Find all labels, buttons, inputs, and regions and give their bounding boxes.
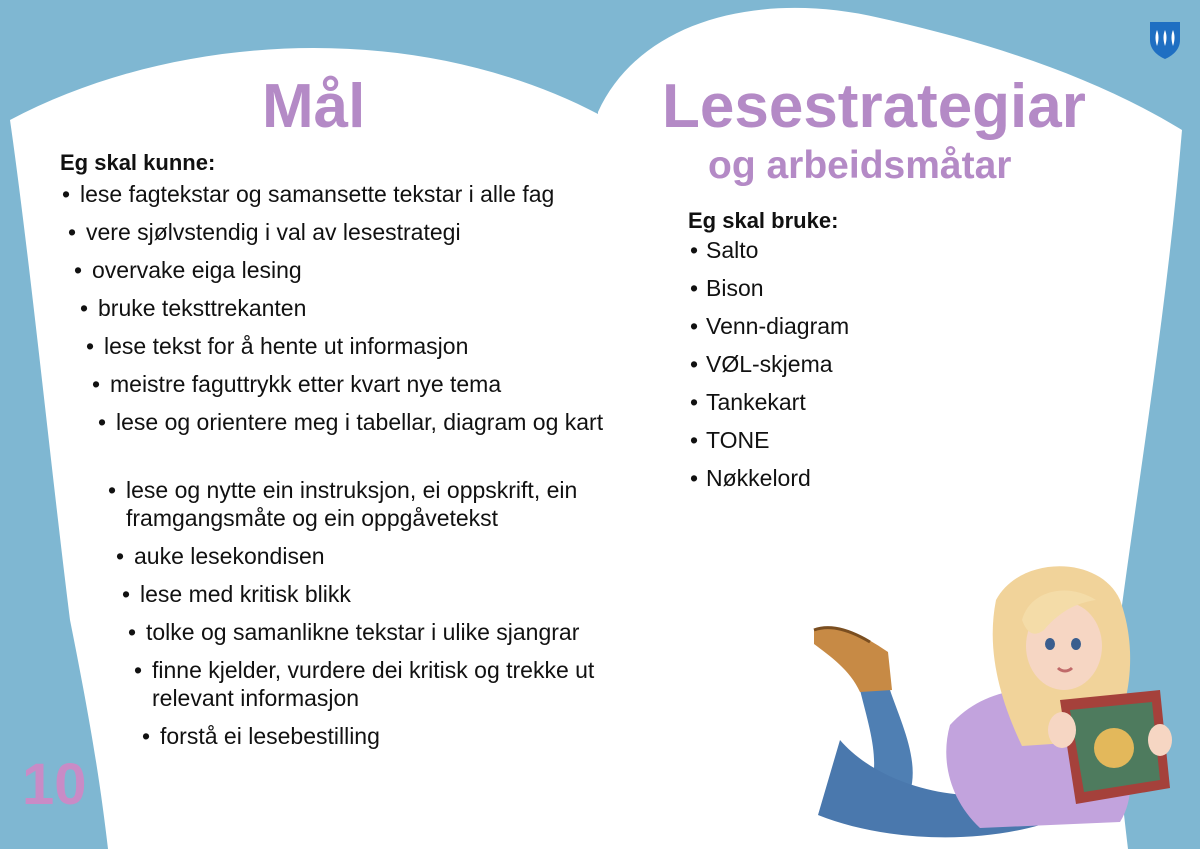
strategy-item: • VØL-skjema [688,350,833,378]
goal-item: • lese og nytte ein instruksjon, ei oppskrift, ein framgangsmåte og ein oppgåvetekst [106,476,651,532]
goal-item: • overvake eiga lesing [72,256,632,284]
goal-item: • lese fagtekstar og samansette tekstar i alle fag [60,180,620,208]
goal-item: • finne kjelder, vurdere dei kritisk og trekke ut relevant informasjon [132,656,667,712]
right-page-title: Lesestrategiar [662,72,1086,141]
strategy-item: • Venn-diagram [688,312,849,340]
strategy-item: • Tankekart [688,388,806,416]
strategies-heading: Eg skal bruke: [688,208,839,233]
goals-heading: Eg skal kunne: [60,150,216,175]
strategy-item: • Salto [688,236,758,264]
goal-item: • vere sjølvstendig i val av lesestrategi [66,218,626,246]
goal-item: • bruke teksttrekanten [78,294,638,322]
goal-item: • auke lesekondisen [114,542,674,570]
goal-item: • lese med kritisk blikk [120,580,680,608]
goal-item: • lese tekst for å hente ut informasjon [84,332,644,360]
goal-item: • tolke og samanlikne tekstar i ulike sjangrar [126,618,686,646]
goal-item: • lese og orientere meg i tabellar, diagram og kart [96,408,641,436]
left-page-title: Mål [262,72,366,141]
strategy-item: • TONE [688,426,769,454]
girl-reading-book-illustration [800,560,1190,849]
strategy-item: • Bison [688,274,764,302]
page-number: 10 [22,752,87,817]
municipal-coat-of-arms-icon [1148,20,1182,60]
goal-item: • meistre faguttrykk etter kvart nye tema [90,370,650,398]
right-page-subtitle: og arbeidsmåtar [708,144,1012,187]
goal-item: • forstå ei lesebestilling [140,722,700,750]
strategy-item: • Nøkkelord [688,464,811,492]
